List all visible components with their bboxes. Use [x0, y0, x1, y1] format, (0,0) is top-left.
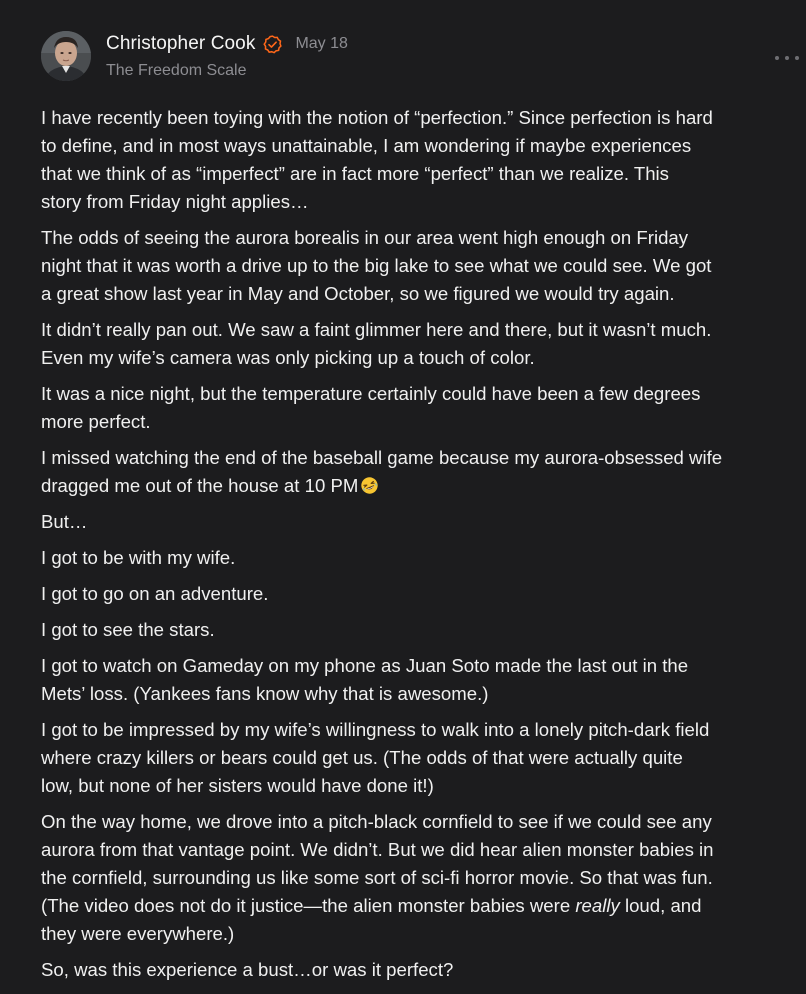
- paragraph: It was a nice night, but the temperature certainly could have been a few degrees more perfect.: [41, 383, 701, 432]
- author-avatar[interactable]: [41, 31, 91, 81]
- rolling-on-floor-laughing-emoji: [360, 475, 379, 494]
- paragraph: I got to watch on Gameday on my phone as Juan Soto made the last out in the Mets’ loss. (Yankees fans know why that is awesome.): [41, 655, 689, 704]
- paragraph: I missed watching the end of the baseball game because my aurora-obsessed wife dragged me out of the house at 10 PM: [41, 447, 723, 496]
- paragraph: On the way home, we drove into a pitch-black cornfield to see if we could see any aurora from that vantage point. We didn’t. But we did hear alien monster babies in the cornfield, surrounding us like some sort of sci-fi horror movie. So that was fun. (The video does not do it justice—the alien monster babies were really loud, and they were everywhere.): [41, 811, 714, 944]
- verified-badge-icon: [263, 35, 282, 54]
- paragraph: I got to be with my wife.: [41, 547, 236, 568]
- publication-name[interactable]: The Freedom Scale: [106, 62, 247, 79]
- paragraph: I got to see the stars.: [41, 619, 215, 640]
- paragraph: I have recently been toying with the notion of “perfection.” Since perfection is hard to define, and in most ways unattainable, I am wondering if maybe experiences that we think of as “imperfect” are in fact more “perfect” than we realize. This story from Friday night applies…: [41, 107, 713, 212]
- author-name[interactable]: Christopher Cook: [106, 33, 256, 54]
- ellipsis-icon: [775, 56, 779, 60]
- author-row: [106, 33, 348, 55]
- paragraph: I got to go on an adventure.: [41, 583, 269, 604]
- paragraph: But…: [41, 511, 88, 532]
- paragraph: I got to be impressed by my wife’s willingness to walk into a lonely pitch-dark field where crazy killers or bears could get us. (The odds of that were actually quite low, but none of her sisters would have done it!): [41, 719, 710, 796]
- post-body: [41, 104, 806, 992]
- paragraph: It didn’t really pan out. We saw a faint glimmer here and there, but it wasn’t much. Even my wife’s camera was only picking up a touch of color.: [41, 319, 712, 368]
- post-date[interactable]: May 18: [295, 35, 348, 52]
- paragraph: The odds of seeing the aurora borealis in our area went high enough on Friday night that it was worth a drive up to the big lake to see what we could see. We got a great show last year in May and October, so we figured we would try again.: [41, 227, 712, 304]
- more-options-button[interactable]: [775, 50, 799, 66]
- paragraph: So, was this experience a bust…or was it perfect?: [41, 959, 454, 980]
- avatar-portrait-icon: [41, 31, 91, 81]
- emphasis-text: really: [575, 895, 620, 916]
